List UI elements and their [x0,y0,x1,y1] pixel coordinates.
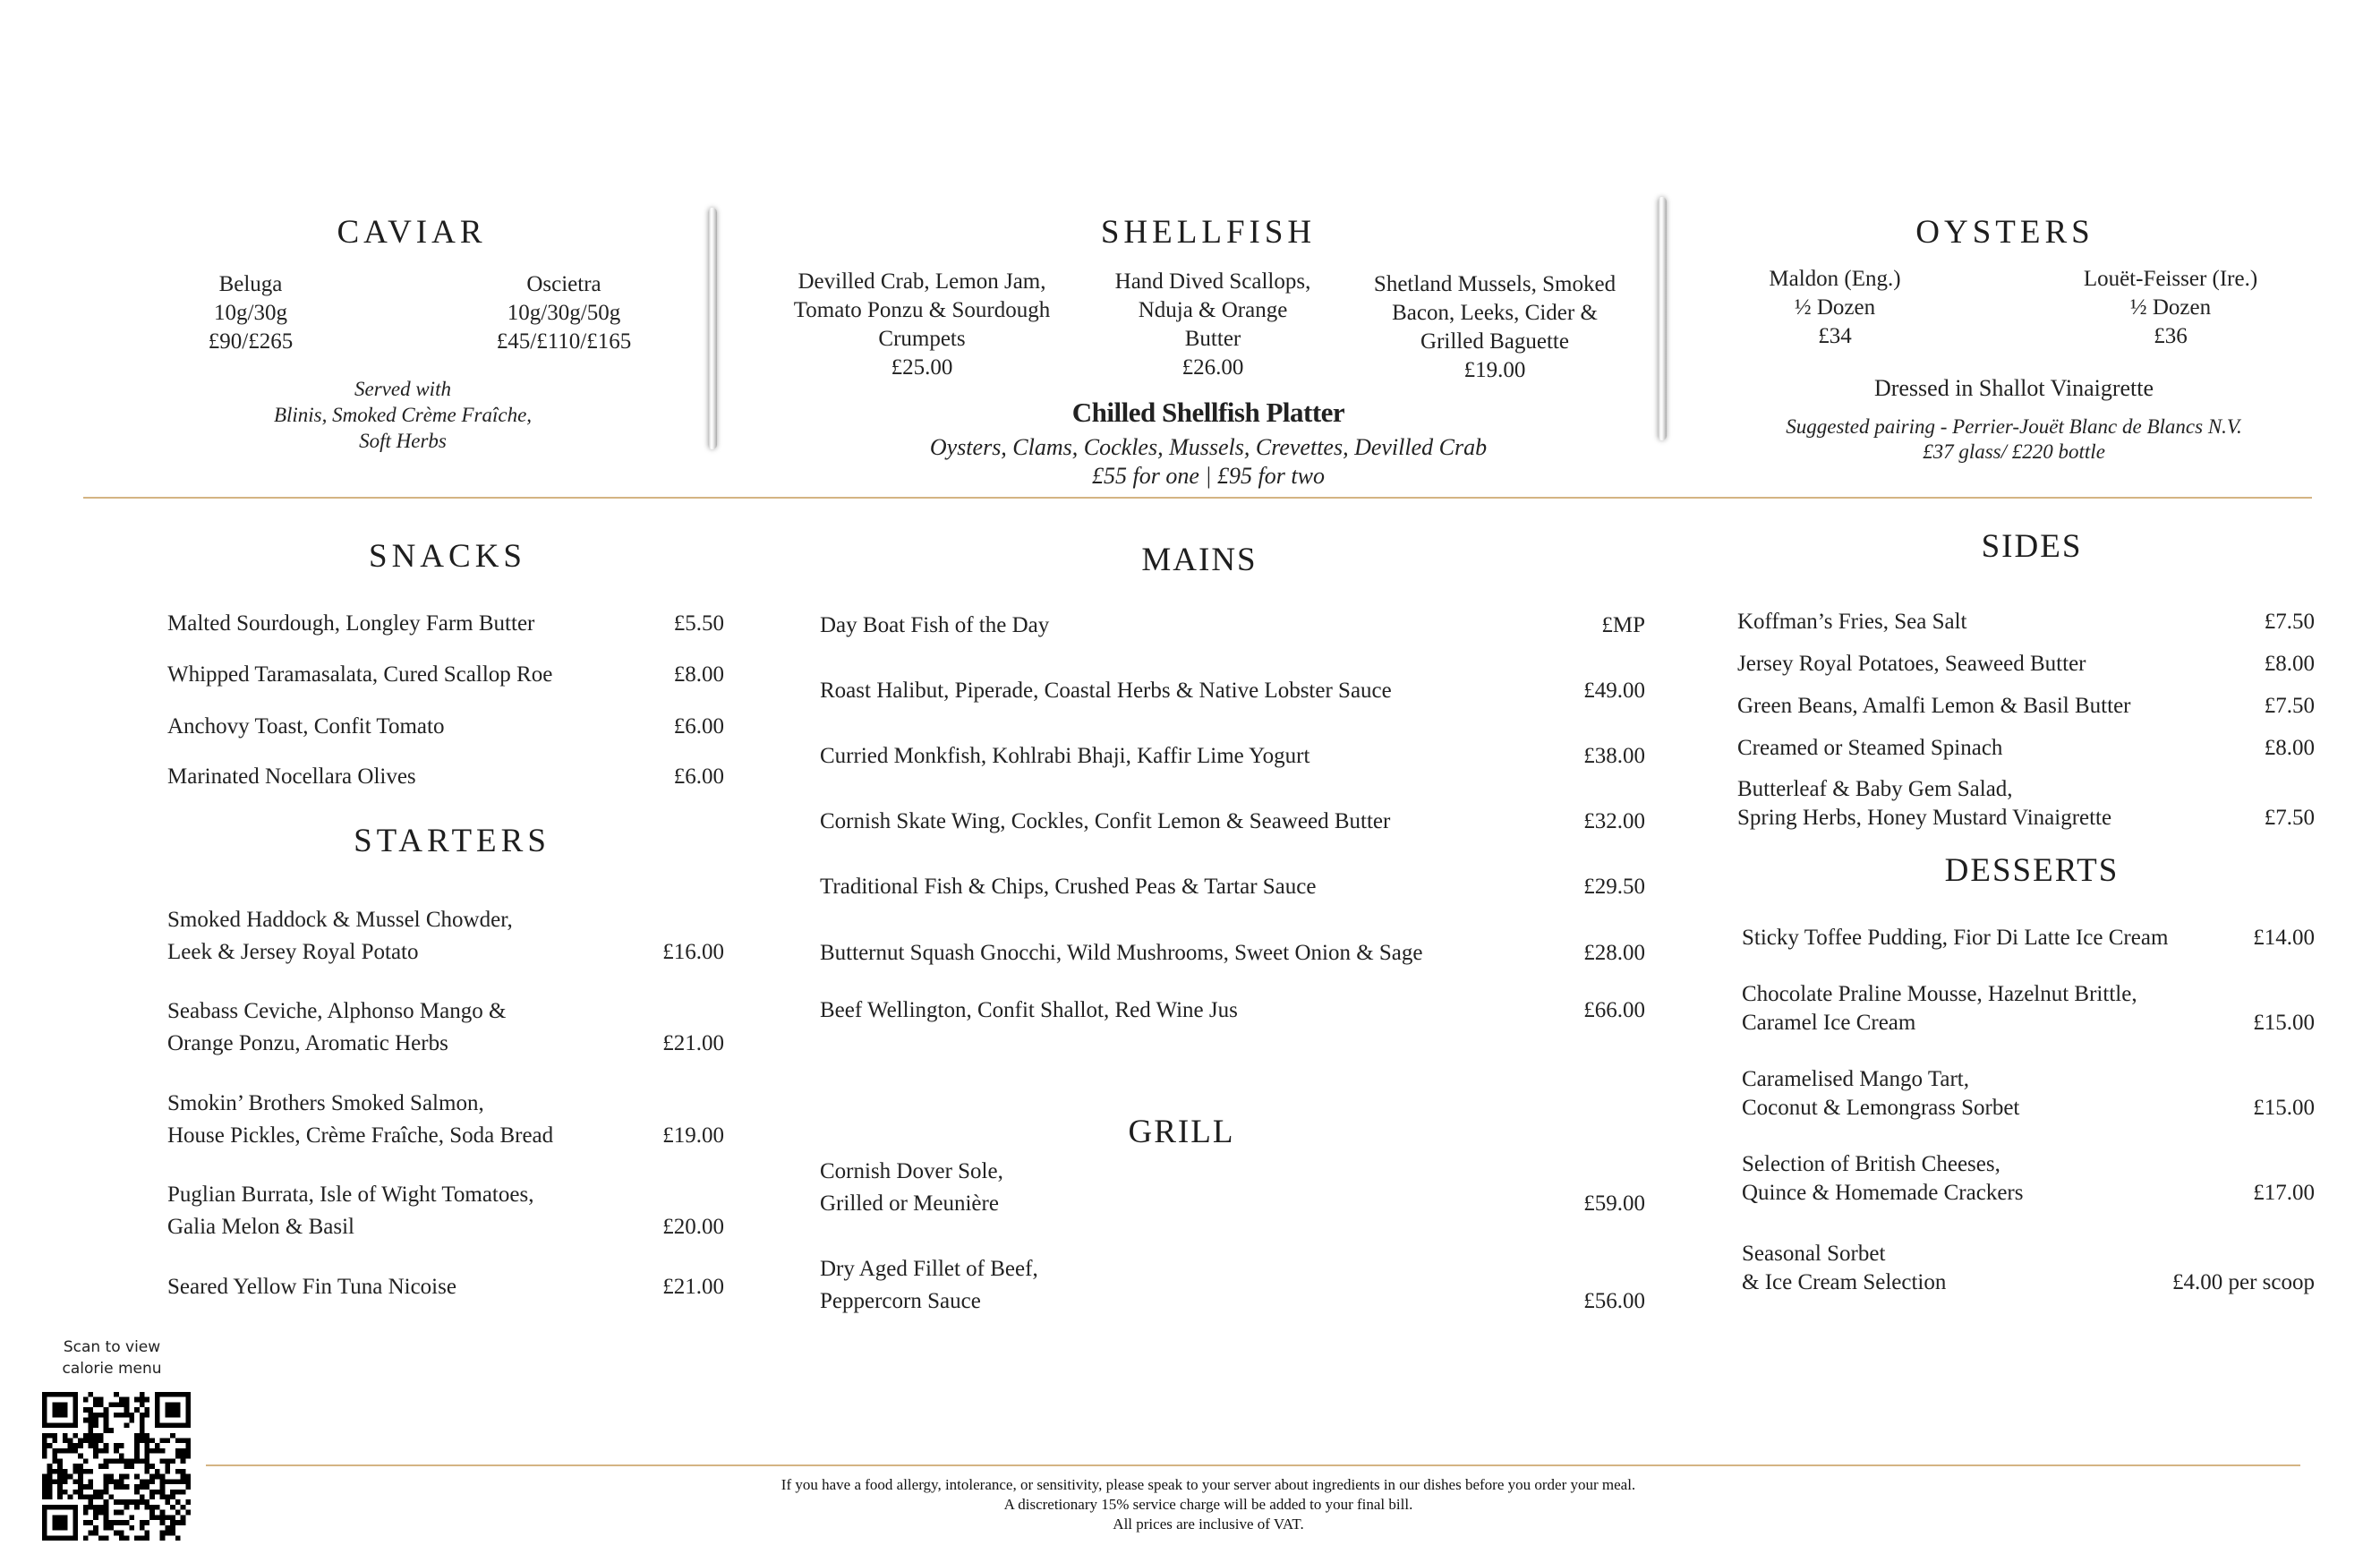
menu-item-name: Cornish Dover Sole, Grilled or Meunière [820,1159,1003,1216]
shellfish-item-devilled-crab [761,268,1083,382]
menu-item-price: £32.00 [1583,809,1645,833]
oyster-item-maldon [1719,265,1951,351]
menu-item-price: £8.00 [2264,652,2315,676]
mains-title: MAINS [1141,542,1258,578]
menu-item-name: Seared Yellow Fin Tuna Nicoise [167,1275,456,1299]
menu-item-name: Whipped Taramasalata, Cured Scallop Roe [167,662,553,687]
menu-item-price: £7.50 [2264,806,2315,830]
footer-allergy-line: If you have a food allergy, intolerance, or sensitivity, please speak to your server about ingredients in our dishes before you order your meal. [781,1476,1636,1493]
desserts-row [1742,1150,2315,1208]
shellfish-item-mussels [1343,270,1647,385]
menu-item-name: Beef Wellington, Confit Shallot, Red Wine Jus [820,998,1238,1022]
shellfish-platter-title: Chilled Shellfish Platter [1071,397,1345,428]
menu-item-name: Koffman’s Fries, Sea Salt [1737,610,1967,634]
caviar-item-price: £90/£265 [208,329,294,354]
menu-item-name: Seabass Ceviche, Alphonso Mango & Orange Ponzu, Aromatic Herbs [167,999,507,1055]
menu-item-price: £21.00 [662,1031,724,1055]
shellfish-item-line: Bacon, Leeks, Cider & [1392,301,1598,325]
footer-divider [206,1464,2300,1466]
snacks-row [167,608,724,640]
served-with-line: Blinis, Smoked Crème Fraîche, [273,404,533,426]
menu-item-price: £56.00 [1583,1289,1645,1313]
shellfish-item-line: Grilled Baguette [1420,329,1569,354]
desserts-row [1742,1240,2315,1297]
oyster-item-louet-feisser [2036,265,2305,351]
menu-item-price: £59.00 [1583,1191,1645,1216]
menu-item-price: £4.00 per scoop [2172,1270,2315,1294]
starters-row [167,904,724,969]
shellfish-item-price: £26.00 [1181,355,1244,380]
starters-row [167,1088,724,1152]
caviar-item-sizes: 10g/30g [214,301,287,325]
mains-row [820,937,1645,969]
menu-item-name: Green Beans, Amalfi Lemon & Basil Butter [1737,694,2131,718]
sides-row [1737,775,2315,832]
caviar-item-name: Beluga [218,272,283,296]
shellfish-item-line: Hand Dived Scallops, [1114,269,1311,294]
menu-item-name: Traditional Fish & Chips, Crushed Peas & Tartar Sauce [820,875,1317,899]
shellfish-item-line: Nduja & Orange [1138,298,1288,322]
shellfish-item-line: Crumpets [878,327,966,351]
menu-item-name: Roast Halibut, Piperade, Coastal Herbs & Native Lobster Sauce [820,679,1392,703]
menu-item-name: Caramelised Mango Tart, Coconut & Lemongrass Sorbet [1742,1067,2020,1120]
sides-row [1737,648,2315,680]
decorative-pillar-divider-left [708,208,717,449]
decorative-pillar-divider-right [1658,197,1667,440]
menu-item-price: £38.00 [1583,744,1645,768]
caviar-title: CAVIAR [337,214,487,251]
qr-label-line: Scan to view [63,1338,161,1356]
mains-row [820,871,1645,903]
mains-row [820,995,1645,1027]
menu-item-price: £6.00 [673,764,724,789]
snacks-row [167,711,724,743]
shellfish-platter-price: £55 for one | £95 for two [1092,463,1325,489]
menu-item-price: £8.00 [673,662,724,687]
menu-item-name: Marinated Nocellara Olives [167,764,416,789]
caviar-item-name: Oscietra [526,272,601,296]
mains-row [820,806,1645,838]
mains-row [820,610,1645,642]
caviar-item-price: £45/£110/£165 [496,329,632,354]
oysters-title: OYSTERS [1915,214,2094,251]
oyster-item-price: £34 [1818,324,1852,348]
menu-item-price: £15.00 [2253,1096,2315,1120]
menu-item-name: Malted Sourdough, Longley Farm Butter [167,611,535,636]
menu-item-name: Smoked Haddock & Mussel Chowder, Leek & Jersey Royal Potato [167,908,513,964]
menu-item-price: £15.00 [2253,1011,2315,1035]
oysters-dressed: Dressed in Shallot Vinaigrette [1873,375,2154,401]
menu-item-name: Smokin’ Brothers Smoked Salmon, House Pickles, Crème Fraîche, Soda Bread [167,1091,554,1148]
menu-item-name: Chocolate Praline Mousse, Hazelnut Brittle, Caramel Ice Cream [1742,982,2137,1035]
sides-row [1737,690,2315,722]
menu-item-price: £6.00 [673,714,724,739]
starters-row [167,1271,724,1303]
menu-item-price: £14.00 [2253,926,2315,950]
oyster-item-qty: ½ Dozen [1794,295,1876,320]
starters-row [167,1179,724,1243]
desserts-title: DESSERTS [1944,852,2120,889]
snacks-row [167,761,724,793]
menu-item-name: Creamed or Steamed Spinach [1737,736,2003,760]
shellfish-item-price: £19.00 [1463,358,1526,382]
menu-item-name: Dry Aged Fillet of Beef, Peppercorn Sauce [820,1257,1038,1313]
menu-item-price: £20.00 [662,1215,724,1239]
shellfish-platter-desc: Oysters, Clams, Cockles, Mussels, Crevettes, Devilled Crab [929,434,1488,460]
shellfish-item-line: Tomato Ponzu & Sourdough [793,298,1051,322]
shellfish-item-price: £25.00 [891,355,953,380]
starters-row [167,995,724,1060]
menu-item-name: Selection of British Cheeses, Quince & Homemade Crackers [1742,1152,2024,1205]
shellfish-item-line: Shetland Mussels, Smoked [1373,272,1617,296]
menu-item-price: £19.00 [662,1123,724,1148]
snacks-title: SNACKS [369,538,526,575]
oyster-item-name: Maldon (Eng.) [1769,267,1901,291]
served-with-line: Soft Herbs [359,430,447,452]
served-with-line: Served with [354,378,451,400]
desserts-row [1742,1065,2315,1123]
grill-row [820,1253,1645,1318]
menu-item-name: Day Boat Fish of the Day [820,613,1050,637]
menu-item-price: £49.00 [1583,679,1645,703]
menu-item-name: Butternut Squash Gnocchi, Wild Mushrooms, Sweet Onion & Sage [820,941,1423,965]
oyster-item-price: £36 [2154,324,2188,348]
oysters-pairing-price: £37 glass/ £220 bottle [1923,440,2105,463]
desserts-row [1742,980,2315,1037]
qr-label [36,1336,188,1379]
caviar-served-with [179,376,627,454]
grill-row [820,1156,1645,1220]
menu-item-price: £8.00 [2264,736,2315,760]
menu-item-price: £29.50 [1583,875,1645,899]
caviar-item-beluga [143,270,358,356]
mains-row [820,675,1645,707]
menu-item-name: Curried Monkfish, Kohlrabi Bhaji, Kaffir Lime Yogurt [820,744,1310,768]
starters-title: STARTERS [354,823,550,859]
oyster-item-name: Louët-Feisser (Ire.) [2083,267,2258,291]
menu-item-name: Cornish Skate Wing, Cockles, Confit Lemon & Seaweed Butter [820,809,1391,833]
menu-item-price: £7.50 [2264,610,2315,634]
oyster-item-qty: ½ Dozen [2129,295,2212,320]
shellfish-item-scallops [1083,268,1343,382]
mains-row [820,740,1645,773]
menu-item-price: £5.50 [673,611,724,636]
footer-vat-line: All prices are inclusive of VAT. [1113,1516,1304,1533]
shellfish-item-line: Devilled Crab, Lemon Jam, [798,269,1046,294]
shellfish-title: SHELLFISH [1100,214,1317,251]
sides-row [1737,606,2315,638]
snacks-row [167,659,724,691]
desserts-row [1742,922,2315,954]
menu-item-name: Butterleaf & Baby Gem Salad, Spring Herbs, Honey Mustard Vinaigrette [1737,777,2112,830]
menu-item-name: Sticky Toffee Pudding, Fior Di Latte Ice Cream [1742,926,2169,950]
menu-item-price: £17.00 [2253,1181,2315,1205]
menu-item-price: £7.50 [2264,694,2315,718]
sides-title: SIDES [1981,528,2083,565]
caviar-item-oscietra [448,270,680,356]
menu-item-price: £16.00 [662,940,724,964]
menu-item-name: Anchovy Toast, Confit Tomato [167,714,445,739]
grill-title: GRILL [1128,1114,1235,1150]
caviar-item-sizes: 10g/30g/50g [507,301,621,325]
menu-item-price: £66.00 [1583,998,1645,1022]
oysters-pairing: Suggested pairing - Perrier-Jouët Blanc de Blancs N.V. [1786,415,2242,438]
menu-item-name: Jersey Royal Potatoes, Seaweed Butter [1737,652,2086,676]
shellfish-item-line: Butter [1184,327,1241,351]
menu-item-price: £21.00 [662,1275,724,1299]
menu-item-name: Seasonal Sorbet & Ice Cream Selection [1742,1242,1947,1294]
section-divider [83,497,2312,499]
sides-row [1737,732,2315,764]
menu-item-price: £MP [1601,613,1645,637]
footer-service-line: A discretionary 15% service charge will be added to your final bill. [1003,1496,1413,1513]
qr-label-line: calorie menu [62,1360,162,1378]
menu-item-name: Puglian Burrata, Isle of Wight Tomatoes, Galia Melon & Basil [167,1183,534,1239]
qr-code-icon[interactable] [42,1392,191,1541]
footer-notice [448,1475,1969,1534]
menu-item-price: £28.00 [1583,941,1645,965]
